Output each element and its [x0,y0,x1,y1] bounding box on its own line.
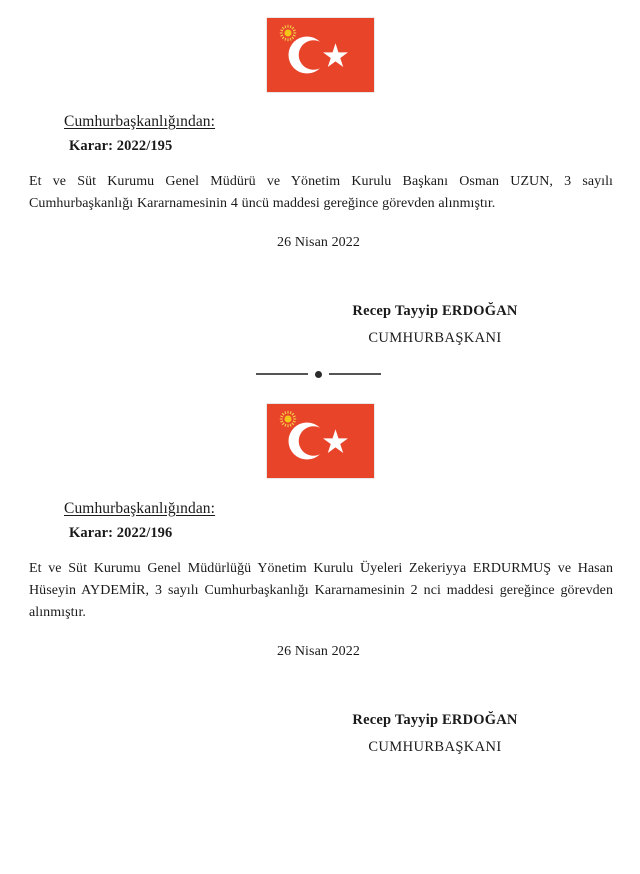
flag-heading-spacer-2 [0,478,640,500]
flag-container-2 [0,404,640,478]
decree-body-2: Et ve Süt Kurumu Genel Müdürlüğü Yönetim Kurulu Üyeleri Zekeriyya ERDURMUŞ ve Hasan Hüseyin AYDEMİR, 3 sayılı Cumhurbaşkanlığı Kararnamesinin 2 nci maddesi gereğince görevden alınmıştır. [29,560,613,620]
decree-date-2: 26 Nisan 2022 [277,643,360,659]
decree-number-2: Karar: 2022/196 [69,524,173,541]
top-spacer [0,0,640,18]
signature-block-2 [248,712,622,756]
divider-dot-icon [315,371,322,378]
signature-title-2: CUMHURBAŞKANI [368,738,502,755]
flag-container-1 [0,18,640,92]
divider-flag-spacer [0,378,640,404]
signature-title-1: CUMHURBAŞKANI [368,329,502,346]
decree-heading-1: Cumhurbaşkanlığından: [64,113,216,130]
section-divider [0,371,640,378]
signature-name-1: Recep Tayyip ERDOĞAN [352,302,518,319]
signature-name-2: Recep Tayyip ERDOĞAN [352,711,518,728]
decree-section-1 [0,18,640,347]
decree-number-1: Karar: 2022/195 [69,138,173,154]
divider-rule-right [329,373,381,375]
turkish-flag-2 [267,404,374,478]
flag-heading-spacer-1 [0,92,640,113]
decree-body-1: Et ve Süt Kurumu Genel Müdürü ve Yönetim Kurulu Başkanı Osman UZUN, 3 sayılı Cumhurbaşkanlığı Kararnamesinin 4 üncü maddesi gereğince görevden alınmıştır. [29,174,613,211]
signature-block-1 [248,303,622,347]
decree-section-2 [0,404,640,756]
turkish-flag-1 [267,18,374,92]
decree-date-1: 26 Nisan 2022 [277,234,360,250]
decree-heading-2: Cumhurbaşkanlığından: [64,499,216,517]
divider-rule-left [256,373,308,375]
